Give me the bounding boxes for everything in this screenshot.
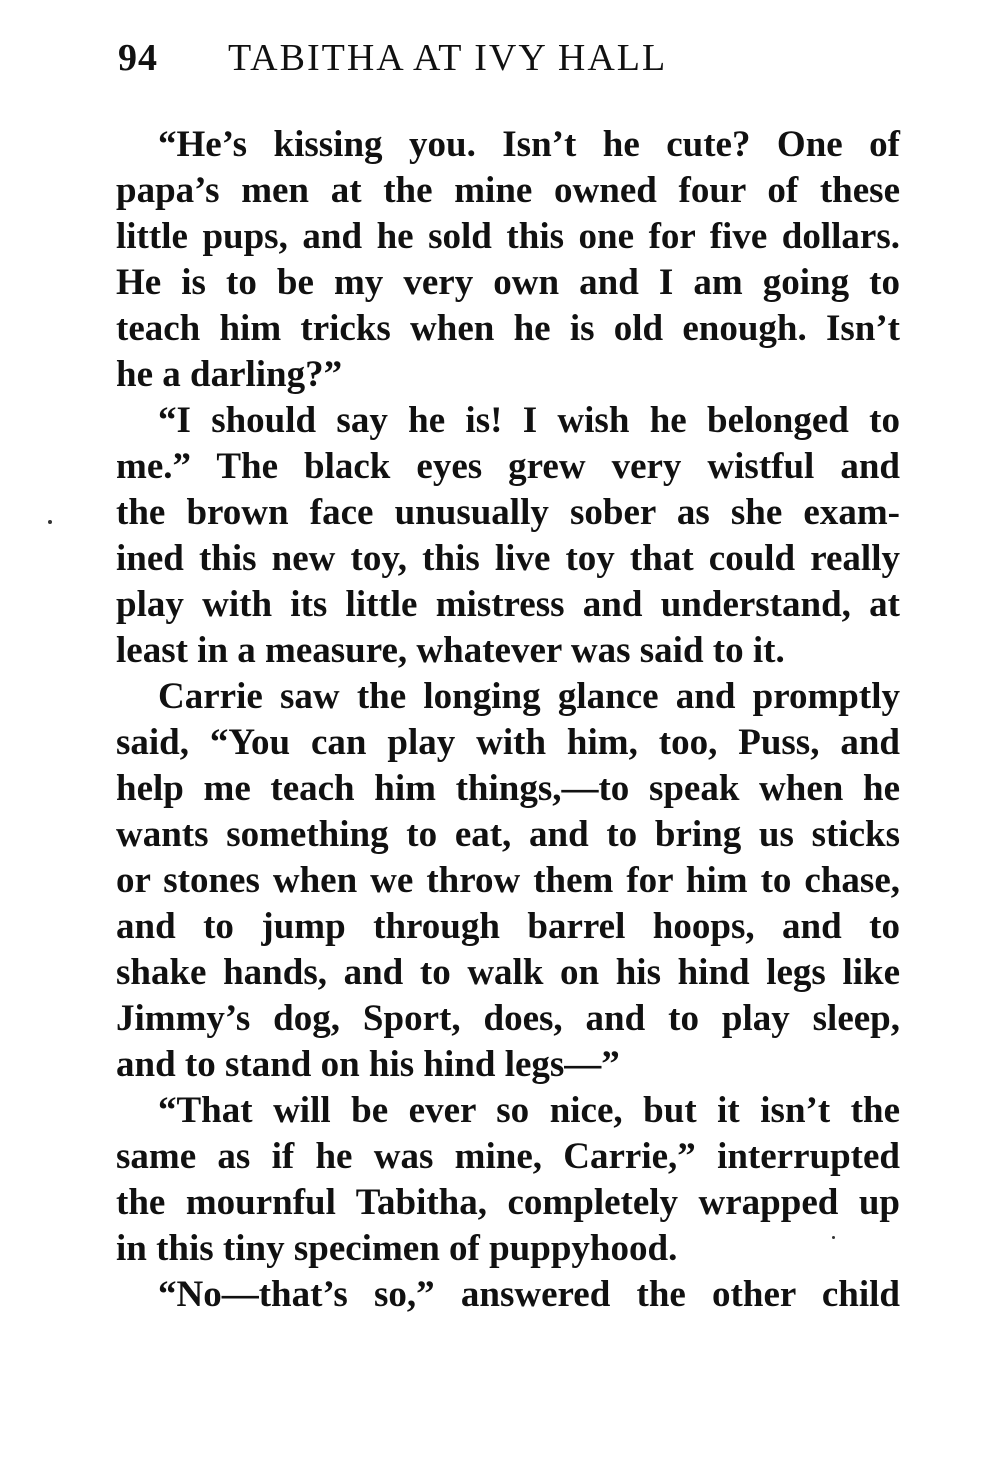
text-line: “No—that’s so,” answered the other child [158, 1274, 900, 1315]
text-line: teach him tricks when he is old enough. Isn’t [116, 308, 900, 349]
text-line: wants something to eat, and to bring us sticks [116, 814, 900, 855]
text-line: and to jump through barrel hoops, and to [116, 906, 900, 947]
text-line: play with its little mistress and understand, at [116, 584, 900, 625]
text-line: least in a measure, whatever was said to it. [116, 630, 785, 671]
text-line: little pups, and he sold this one for five dollars. [116, 216, 900, 257]
text-line: Carrie saw the longing glance and promptly [158, 676, 900, 717]
text-line: and to stand on his hind legs—” [116, 1044, 620, 1085]
text-line: he a darling?” [116, 354, 343, 395]
text-line: me.” The black eyes grew very wistful and [116, 446, 900, 487]
text-line: “I should say he is! I wish he belonged to [158, 400, 900, 441]
book-title: TABITHA AT IVY HALL [228, 37, 668, 79]
text-line: the brown face unusually sober as she exam- [116, 492, 900, 533]
text-line: or stones when we throw them for him to chase, [116, 860, 900, 901]
body-text [116, 122, 900, 1318]
text-line: Jimmy’s dog, Sport, does, and to play sleep, [116, 998, 900, 1039]
scan-speck [832, 1236, 835, 1239]
running-head [118, 36, 798, 88]
text-line: help me teach him things,—to speak when he [116, 768, 900, 809]
scan-speck [48, 520, 52, 524]
text-line: shake hands, and to walk on his hind legs like [116, 952, 900, 993]
text-line: said, “You can play with him, too, Puss, and [116, 722, 900, 763]
text-line: same as if he was mine, Carrie,” interrupted [116, 1136, 900, 1177]
text-line: “That will be ever so nice, but it isn’t the [158, 1090, 900, 1131]
text-line: in this tiny specimen of puppyhood. [116, 1228, 678, 1269]
text-line: the mournful Tabitha, completely wrapped up [116, 1182, 900, 1223]
page-number: 94 [118, 37, 158, 79]
text-line: He is to be my very own and I am going to [116, 262, 900, 303]
text-line: papa’s men at the mine owned four of these [116, 170, 900, 211]
text-line: ined this new toy, this live toy that could really [116, 538, 900, 579]
text-line: “He’s kissing you. Isn’t he cute? One of [158, 124, 900, 165]
